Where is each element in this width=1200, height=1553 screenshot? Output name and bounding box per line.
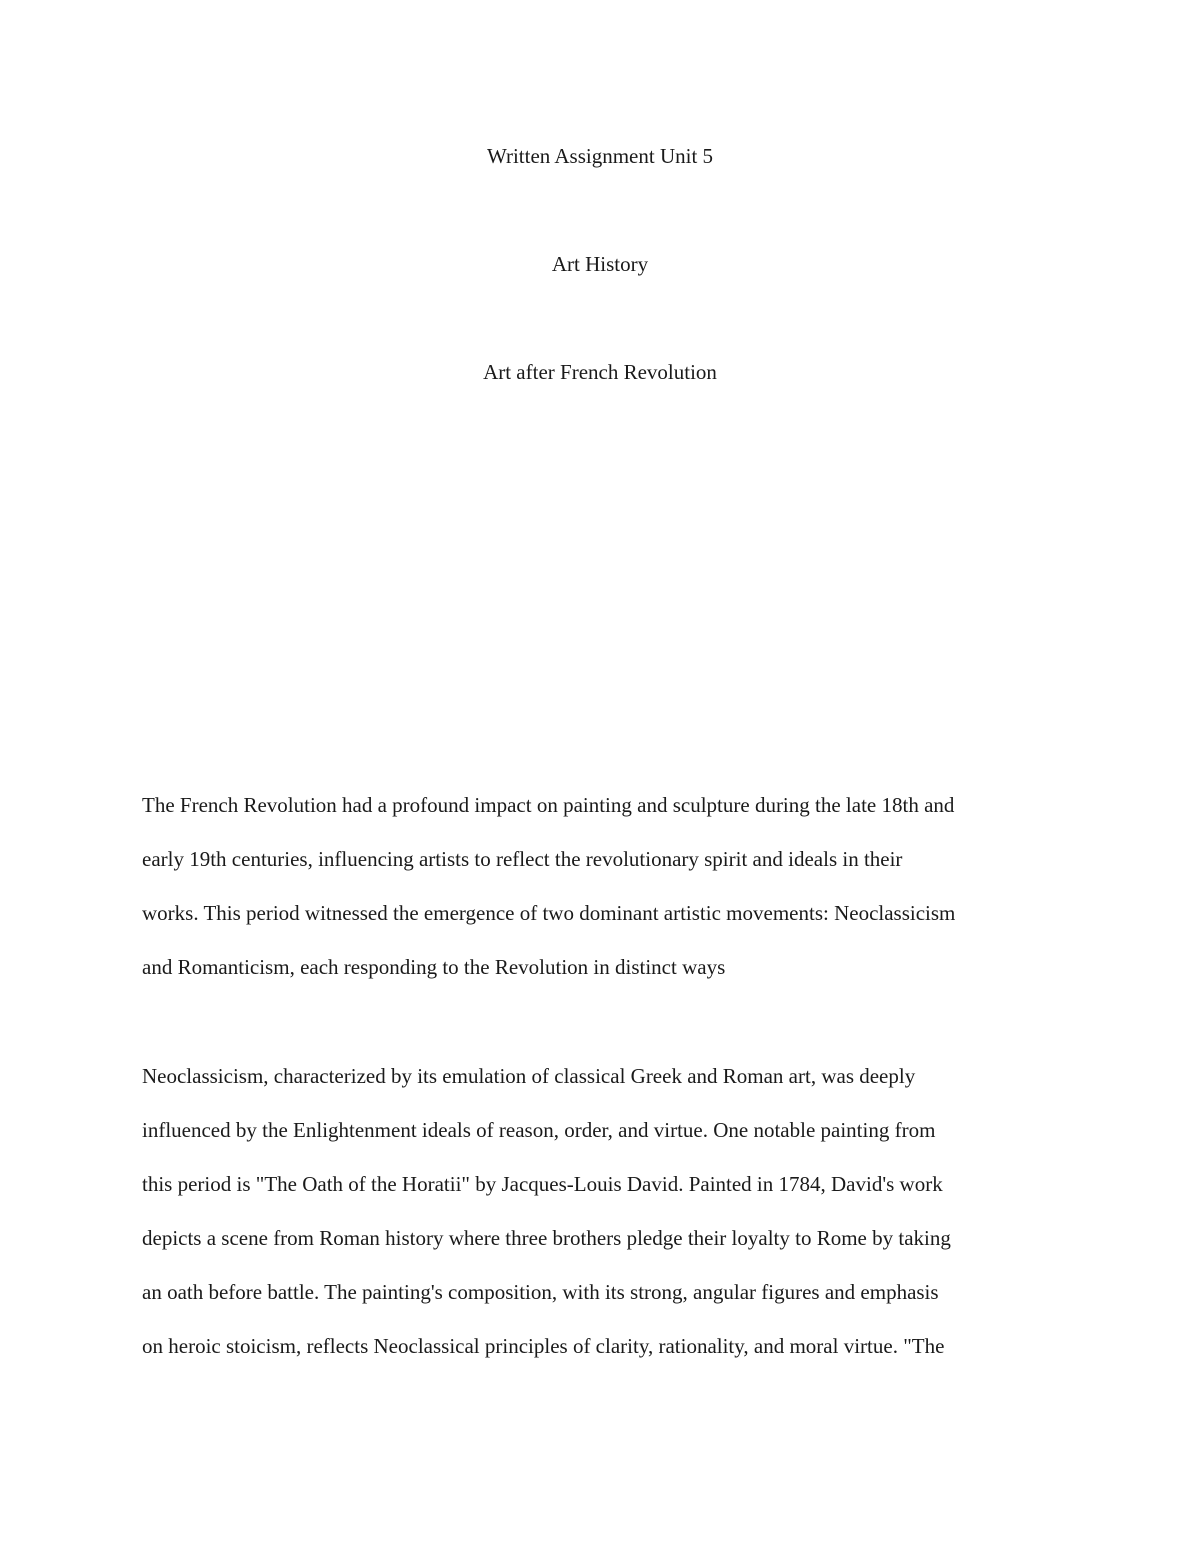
paragraph-line: depicts a scene from Roman history where three brothers pledge their loyalty to Rome by taking: [142, 1226, 951, 1250]
course-name: Art History: [551, 252, 649, 276]
paragraph-line: early 19th centuries, influencing artists to reflect the revolutionary spirit and ideals in their: [142, 847, 903, 871]
paragraph-line: an oath before battle. The painting's composition, with its strong, angular figures and emphasis: [142, 1280, 939, 1304]
paragraph-line: The French Revolution had a profound impact on painting and sculpture during the late 18th and: [142, 793, 955, 817]
paragraph-line: works. This period witnessed the emergence of two dominant artistic movements: Neoclassicism: [142, 901, 956, 925]
topic-title: Art after French Revolution: [483, 360, 717, 384]
document-title: Written Assignment Unit 5: [486, 144, 714, 168]
paragraph-line: influenced by the Enlightenment ideals of reason, order, and virtue. One notable painting from: [142, 1118, 936, 1142]
paragraph-line: and Romanticism, each responding to the Revolution in distinct ways: [142, 955, 726, 979]
paragraph-line: this period is "The Oath of the Horatii" by Jacques-Louis David. Painted in 1784, David's work: [142, 1172, 943, 1196]
paragraph-line: on heroic stoicism, reflects Neoclassical principles of clarity, rationality, and moral virtue. "The: [142, 1334, 945, 1358]
paragraph-line: Neoclassicism, characterized by its emulation of classical Greek and Roman art, was deeply: [142, 1064, 916, 1088]
